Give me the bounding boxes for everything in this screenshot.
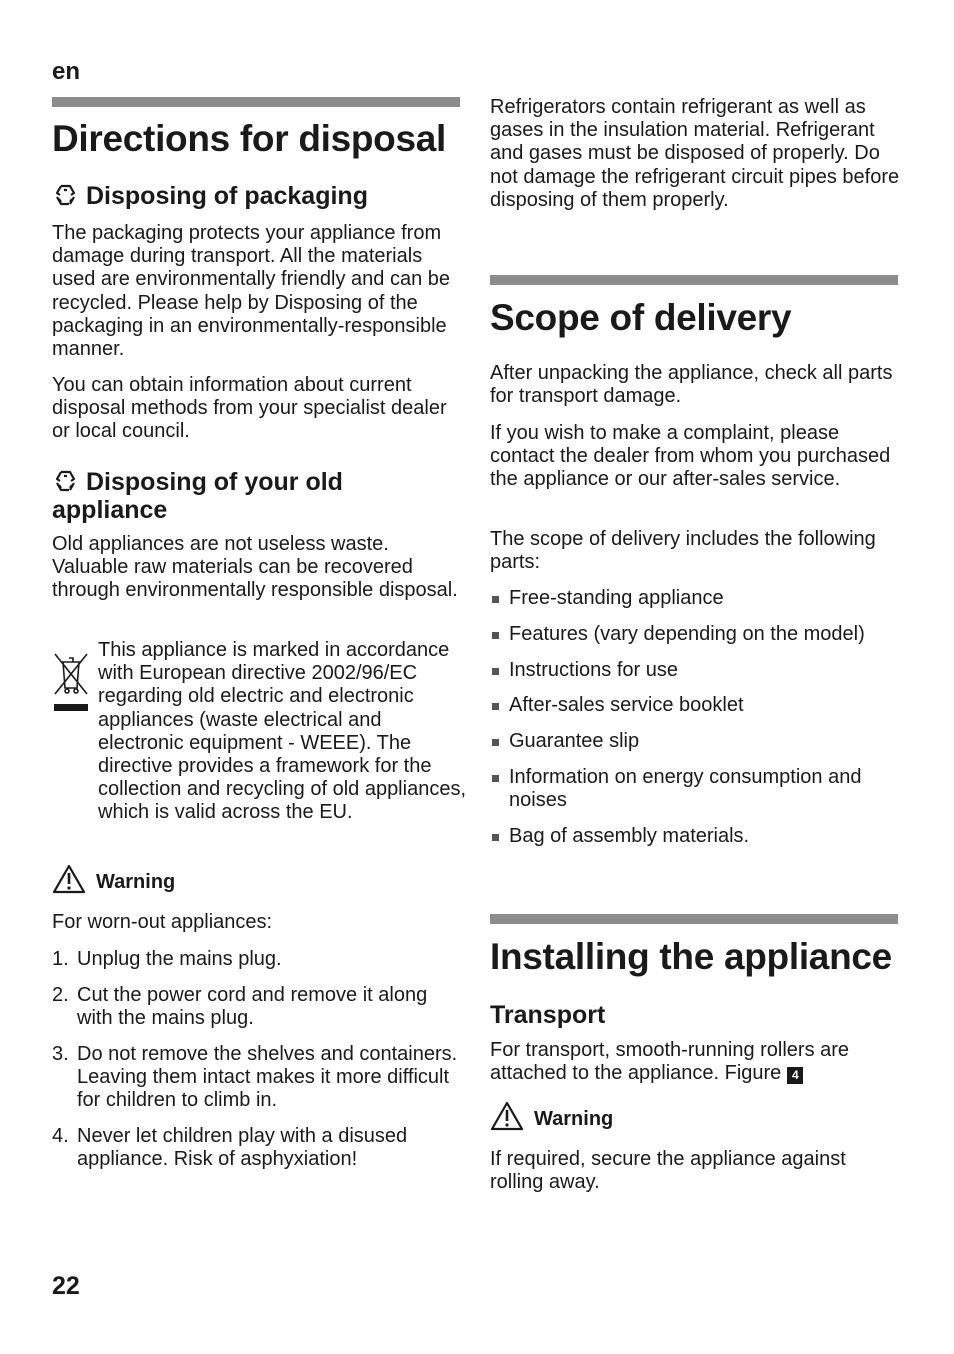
warning-transport (490, 1101, 613, 1131)
section-divider (490, 275, 898, 285)
scope-paragraph-3: The scope of delivery includes the following parts: (490, 528, 876, 574)
warning-disposal (52, 864, 175, 894)
warning-label: Warning (534, 1108, 614, 1130)
heading-disposing-old-appliance-label: Disposing of your old appliance (52, 468, 343, 524)
transport-paragraph: For transport, smooth-running rollers are attached to the appliance. Figure 4 (490, 1039, 850, 1085)
refrigerant-paragraph: Refrigerators contain refrigerant as well as gases in the insulation material. Refrigerant and gases must be disposed of properly. Do not damage the refrigerant circuit pipes before disposing of them properly. (490, 96, 900, 211)
list-item: 4. Never let children play with a disused appliance. Risk of asphyxiation! (52, 1125, 408, 1171)
warning-label: Warning (96, 871, 176, 893)
language-code: en (52, 58, 81, 85)
section-divider (52, 97, 460, 107)
old-appliance-paragraph: Old appliances are not useless waste. Valuable raw materials can be recovered through environmentally responsible disposal. (52, 533, 458, 602)
list-item: 1. Unplug the mains plug. (52, 948, 282, 970)
recycle-icon (52, 469, 79, 493)
transport-warning-text: If required, secure the appliance against rolling away. (490, 1148, 846, 1194)
list-item: Features (vary depending on the model) (490, 623, 902, 646)
warning-triangle-icon (490, 1101, 524, 1131)
section-divider (490, 914, 898, 924)
warning-intro: For worn-out appliances: (52, 911, 273, 933)
page-number: 22 (52, 1272, 80, 1300)
list-item: 2. Cut the power cord and remove it along with the mains plug. (52, 983, 428, 1029)
heading-disposing-packaging-label: Disposing of packaging (86, 182, 368, 210)
list-item: 3. Do not remove the shelves and containers. Leaving them intact makes it more difficult for children to climb in. (52, 1042, 458, 1112)
section-title-scope: Scope of delivery (490, 297, 792, 338)
figure-reference: 4 (787, 1067, 803, 1084)
packaging-paragraph-2: You can obtain information about current disposal methods from your specialist dealer or local council. (52, 374, 447, 443)
weee-crossed-bin-icon (52, 650, 90, 714)
list-item: Guarantee slip (490, 730, 902, 753)
recycle-icon (52, 183, 79, 207)
scope-paragraph-2: If you wish to make a complaint, please contact the dealer from whom you purchased the appliance or our after-sales service. (490, 422, 891, 491)
scope-paragraph-1: After unpacking the appliance, check all parts for transport damage. (490, 362, 893, 408)
list-item: After-sales service booklet (490, 694, 902, 717)
list-item: Information on energy consumption and noises (490, 766, 902, 812)
heading-disposing-packaging (52, 182, 368, 210)
list-item: Instructions for use (490, 659, 902, 682)
warning-triangle-icon (52, 864, 86, 894)
heading-transport: Transport (490, 1001, 606, 1029)
weee-paragraph: This appliance is marked in accordance with European directive 2002/96/EC regarding old electric and electronic appliances (waste electrical and electronic equipment - WEEE). The directive provides a framework for the collection and recycling of old appliances, which is valid across the EU. (98, 639, 466, 824)
list-item: Bag of assembly materials. (490, 825, 902, 848)
section-title-disposal: Directions for disposal (52, 118, 447, 159)
packaging-paragraph-1: The packaging protects your appliance from damage during transport. All the materials used are environmentally friendly and can be recycled. Please help by Disposing of the packaging in an environmentally-responsible manner. (52, 222, 451, 361)
section-title-installing: Installing the appliance (490, 936, 892, 977)
disposal-steps-list (52, 948, 466, 1184)
scope-parts-list (490, 587, 902, 861)
heading-disposing-old-appliance (52, 468, 452, 524)
list-item: Free-standing appliance (490, 587, 902, 610)
